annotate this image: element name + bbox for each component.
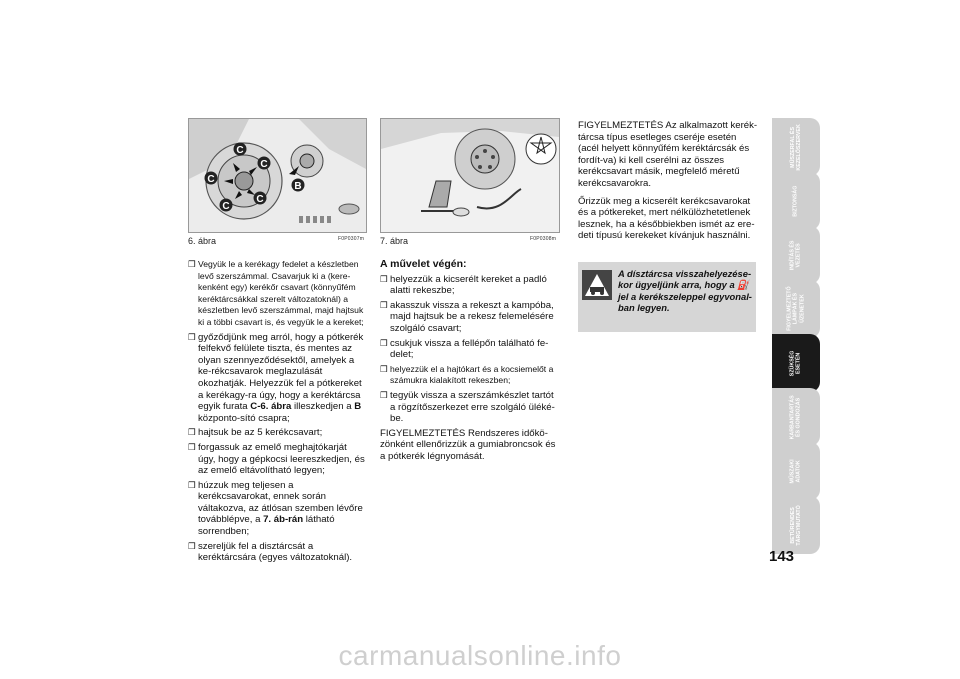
chapter-tab[interactable] (772, 388, 820, 446)
warning-triangle-icon (582, 270, 612, 300)
chapter-tab-label: BETŰRENDES TÁRGYMUTATÓ (789, 504, 802, 546)
chapter-tab[interactable] (772, 172, 820, 230)
list-item: ❒ szereljük fel a disztárcsát a keréktárcsára (egyes változatoknál). (188, 540, 353, 564)
chapter-tab[interactable] (772, 280, 820, 338)
warning-text: A dísztárcsa visszahelyezése-kor ügyeljünk arra, hogy a ⛽ jel a kerékszeleppel egyvonal-ban legyen. (618, 268, 752, 314)
chapter-tab[interactable] (772, 226, 820, 284)
list-item: ❒ tegyük vissza a szerszámkészlet tartót a rögzítőszerkezet erre szolgáló üléké-be. (380, 389, 555, 425)
figure-7-image (380, 118, 560, 233)
list-item: ❒ hajtsuk be az 5 kerékcsavart; (188, 427, 323, 439)
chapter-tab[interactable] (772, 496, 820, 554)
list-item: ❒ győződjünk meg arról, hogy a pótkerék felfekvő felülete tiszta, és mentes az olyan szennyeződésektől, amelyek a ke-rékcsavarok meglazulását okozhatják. Helyezzük fel a pótkereket a kerékagy-ra úgy, hogy a keréktárcsa egyik furata C-6. ábra illeszkedjen a B központo-sító csapra; (188, 331, 364, 424)
label-c-1: C (236, 145, 244, 156)
note-paragraph: FIGYELMEZTETÉS Rendszeres időkö-zönként ellenőrizzük a gumiabroncsok és a pótkerék légnyomását. (380, 427, 556, 462)
chapter-tab-label: KARBANTARTÁS ÉS GONDOZÁS (789, 394, 802, 440)
figure-6-caption: 6. ábra (188, 236, 217, 246)
wheel-hub-illustration (189, 119, 366, 232)
list-item: ❒ csukjuk vissza a fellépőn található fe-delet; (380, 337, 549, 361)
warning-paragraph-1: FIGYELMEZTETÉS Az alkalmazott kerék-tárcsa típus esetleges cseréje esetén (acél helyett könnyűfém keréktárcsák és fordít-va) ki kell cserélni az összes kerékcsavart másik, megfelelő méretű kerékcsavarokra. (578, 120, 758, 189)
label-c-2: C (260, 159, 268, 170)
column-1 (188, 259, 366, 567)
section-heading: A művelet végén: (380, 258, 467, 270)
chapter-tab-label: MŰSZERFAL ÉS KEZELŐSZERVEK (789, 123, 802, 171)
figure-7-caption: 7. ábra (380, 236, 409, 246)
label-c-5: C (256, 194, 264, 205)
chapter-tab-label: MŰSZAKI ADATOK (789, 458, 802, 484)
chapter-tab[interactable] (772, 118, 820, 176)
chapter-tab[interactable] (772, 442, 820, 500)
chapter-tab-label: BIZTONSÁG (792, 185, 799, 217)
list-item: ❒ helyezzük a kicserélt kereket a padló alatti rekeszbe; (380, 273, 547, 297)
chapter-tab-label: SZÜKSÉG ESETÉN (789, 350, 802, 376)
figure-6-image (188, 118, 367, 233)
page-number: 143 (769, 548, 795, 565)
list-item: ❒ helyezzük el a hajtókart és a kocsiemelőt a számukra kialakított rekeszben; (380, 363, 554, 386)
label-c-3: C (207, 174, 215, 185)
list-item: ❒ forgassuk az emelő meghajtókarját úgy, hogy a gépkocsi leereszkedjen, és az emelő eltávolítható legyen; (188, 441, 365, 477)
list-item: ❒ húzzuk meg teljesen a kerékcsavarokat, ennek során váltakozva, az átlósan szemben lévőre továbblépve, a 7. áb-rán látható sorrendben; (188, 479, 363, 538)
label-c-4: C (222, 201, 230, 212)
column-3 (578, 120, 758, 248)
figure-7-code: F0P0308m (530, 236, 557, 242)
wheel-jack-illustration (381, 119, 559, 232)
warning-box (578, 262, 756, 332)
column-2 (380, 259, 560, 469)
list-item: ❒ Vegyük le a kerékagy fedelet a készletben levő szerszámmal. Csavarjuk ki a (kere-kenként egy) kerékőr csavart (könnyűfém keréktárcsákkal szerelt változatoknál) a készletben levő szerszámmal, majd hajtsuk ki a többi csavart is, és vegyük le a kereket; (188, 259, 364, 327)
figure-6-code: F0P0307m (338, 236, 365, 242)
watermark: carmanualsonline.info (338, 640, 622, 671)
chapter-tab-label: INDÍTÁS ÉS VEZETÉS (789, 240, 802, 270)
chapter-tab-label: FIGYELMEZTETŐ LÁMPÁK ÉS ÜZENETEK (786, 286, 806, 332)
chapter-tab[interactable] (772, 334, 820, 392)
label-b: B (294, 181, 302, 192)
warning-paragraph-2: Őrizzük meg a kicserélt kerékcsavarokat és a pótkereket, mert nélkülözhetetlenek lesznek, ha a későbbiekben ismét az ere-deti típusú kerekeket kívánjuk használni. (578, 195, 755, 242)
list-item: ❒ akasszuk vissza a rekeszt a kampóba, majd hajtsuk be a rekesz felemelésére szolgáló csavart; (380, 299, 554, 334)
